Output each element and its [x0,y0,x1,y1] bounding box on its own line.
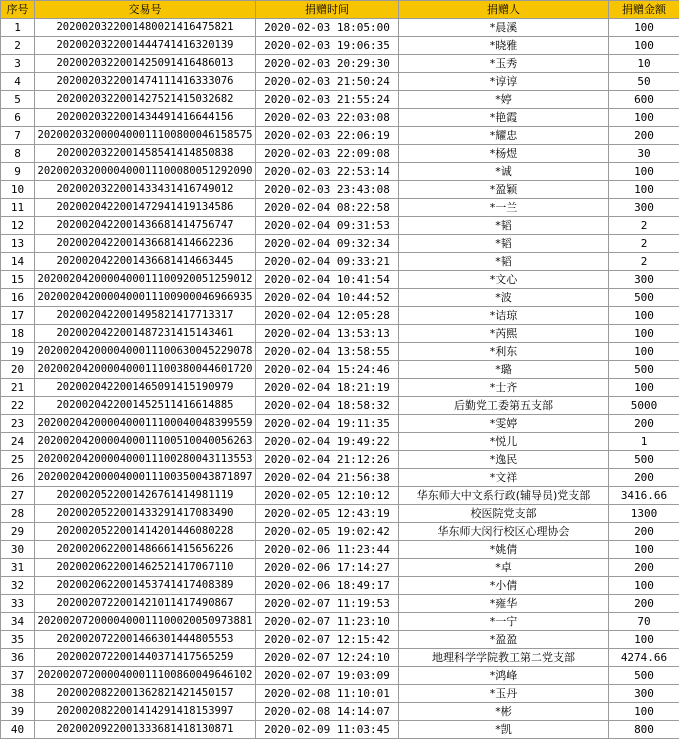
row-index: 17 [1,307,35,325]
donor-name: *逸民 [399,451,609,469]
table-row [1,505,679,523]
transaction-id: 2020020422001487231415143461 [35,325,256,343]
donor-name: 华东师大中文系行政(辅导员)党支部 [399,487,609,505]
donor-name: *诚 [399,163,609,181]
donation-time: 2020-02-05 12:43:19 [256,505,399,523]
transaction-id: 2020020322001444741416320139 [35,37,256,55]
donation-amount: 100 [609,541,679,559]
table-row [1,523,679,541]
transaction-id: 2020020422001472941419134586 [35,199,256,217]
donor-name: *晓雅 [399,37,609,55]
donation-time: 2020-02-07 12:15:42 [256,631,399,649]
row-index: 31 [1,559,35,577]
donor-name: *雍华 [399,595,609,613]
transaction-id: 2020020722001440371417565259 [35,649,256,667]
donation-time: 2020-02-03 21:55:24 [256,91,399,109]
transaction-id: 2020020420000400011100920051259012 [35,271,256,289]
donation-time: 2020-02-07 12:24:10 [256,649,399,667]
donation-time: 2020-02-04 10:41:54 [256,271,399,289]
row-index: 21 [1,379,35,397]
transaction-id: 2020020522001414201446080228 [35,523,256,541]
donor-name: 地理科学学院教工第二党支部 [399,649,609,667]
table-row [1,379,679,397]
donation-time: 2020-02-04 08:22:58 [256,199,399,217]
transaction-id: 2020020422001465091415190979 [35,379,256,397]
transaction-id: 2020020922001333681418130871 [35,721,256,739]
donation-amount: 200 [609,595,679,613]
row-index: 20 [1,361,35,379]
donation-amount: 100 [609,163,679,181]
donation-time: 2020-02-03 22:06:19 [256,127,399,145]
donation-time: 2020-02-07 19:03:09 [256,667,399,685]
donor-name: *玉丹 [399,685,609,703]
donation-time: 2020-02-04 21:56:38 [256,469,399,487]
donor-name: *凯 [399,721,609,739]
table-row [1,217,679,235]
table-row [1,343,679,361]
table-row [1,145,679,163]
donation-amount: 200 [609,523,679,541]
table-row [1,235,679,253]
donor-name: *姚倩 [399,541,609,559]
row-index: 3 [1,55,35,73]
donation-time: 2020-02-06 11:23:44 [256,541,399,559]
donation-time: 2020-02-03 19:06:35 [256,37,399,55]
transaction-id: 2020020322001427521415032682 [35,91,256,109]
donation-time: 2020-02-03 22:09:08 [256,145,399,163]
donation-time: 2020-02-04 09:33:21 [256,253,399,271]
donation-time: 2020-02-05 12:10:12 [256,487,399,505]
row-index: 22 [1,397,35,415]
donor-name: *诘琼 [399,307,609,325]
row-index: 2 [1,37,35,55]
transaction-id: 2020020320000400011100080051292090 [35,163,256,181]
transaction-id: 2020020322001458541414850838 [35,145,256,163]
donation-time: 2020-02-03 18:05:00 [256,19,399,37]
donation-amount: 2 [609,253,679,271]
donor-name: *艳霞 [399,109,609,127]
donor-name: *小倩 [399,577,609,595]
table-row [1,487,679,505]
donor-name: *鸿峰 [399,667,609,685]
transaction-id: 2020020420000400011100900046966935 [35,289,256,307]
transaction-id: 2020020422001436681414756747 [35,217,256,235]
table-row [1,577,679,595]
table-row [1,685,679,703]
row-index: 37 [1,667,35,685]
donation-amount: 100 [609,307,679,325]
donation-amount: 200 [609,415,679,433]
header-row [1,1,679,19]
table-row [1,91,679,109]
row-index: 7 [1,127,35,145]
transaction-id: 2020020422001436681414662236 [35,235,256,253]
table-row [1,595,679,613]
row-index: 32 [1,577,35,595]
transaction-id: 2020020822001362821421450157 [35,685,256,703]
donation-time: 2020-02-03 20:29:30 [256,55,399,73]
transaction-id: 2020020320000400011100800046158575 [35,127,256,145]
table-row [1,469,679,487]
donation-time: 2020-02-07 11:23:10 [256,613,399,631]
donor-name: *韬 [399,235,609,253]
donation-time: 2020-02-03 22:03:08 [256,109,399,127]
row-index: 25 [1,451,35,469]
donation-time: 2020-02-03 23:43:08 [256,181,399,199]
table-row [1,307,679,325]
transaction-id: 2020020420000400011100280043113553 [35,451,256,469]
donation-amount: 600 [609,91,679,109]
transaction-id: 2020020420000400011100040048399559 [35,415,256,433]
table-row [1,433,679,451]
transaction-id: 2020020622001453741417408389 [35,577,256,595]
donation-amount: 1 [609,433,679,451]
table-header [1,1,679,19]
donation-time: 2020-02-06 17:14:27 [256,559,399,577]
table-row [1,73,679,91]
table-row [1,415,679,433]
donation-amount: 500 [609,667,679,685]
donation-time: 2020-02-04 15:24:46 [256,361,399,379]
donation-time: 2020-02-08 14:14:07 [256,703,399,721]
header-index: 序号 [1,1,35,19]
table-row [1,361,679,379]
transaction-id: 2020020322001425091416486013 [35,55,256,73]
row-index: 26 [1,469,35,487]
row-index: 38 [1,685,35,703]
row-index: 30 [1,541,35,559]
transaction-id: 2020020720000400011100860049646102 [35,667,256,685]
donation-amount: 50 [609,73,679,91]
donation-amount: 500 [609,289,679,307]
transaction-id: 2020020522001433291417083490 [35,505,256,523]
table-row [1,289,679,307]
donation-amount: 4274.66 [609,649,679,667]
table-row [1,55,679,73]
transaction-id: 2020020822001414291418153997 [35,703,256,721]
row-index: 14 [1,253,35,271]
transaction-id: 2020020422001436681414663445 [35,253,256,271]
row-index: 10 [1,181,35,199]
donation-time: 2020-02-09 11:03:45 [256,721,399,739]
donor-name: 华东师大闵行校区心理协会 [399,523,609,541]
donation-amount: 100 [609,631,679,649]
header-donor: 捐赠人 [399,1,609,19]
donation-time: 2020-02-05 19:02:42 [256,523,399,541]
donation-amount: 100 [609,19,679,37]
transaction-id: 2020020420000400011100510040056263 [35,433,256,451]
donor-name: *文祥 [399,469,609,487]
row-index: 6 [1,109,35,127]
header-amount: 捐赠金额 [609,1,679,19]
row-index: 13 [1,235,35,253]
donation-amount: 500 [609,361,679,379]
transaction-id: 2020020322001434491416644156 [35,109,256,127]
table-row [1,199,679,217]
donation-time: 2020-02-04 18:21:19 [256,379,399,397]
donation-amount: 100 [609,37,679,55]
donation-time: 2020-02-03 21:50:24 [256,73,399,91]
donation-amount: 1300 [609,505,679,523]
donor-name: 后勤党工委第五支部 [399,397,609,415]
row-index: 11 [1,199,35,217]
donation-amount: 800 [609,721,679,739]
donation-amount: 200 [609,127,679,145]
table-row [1,649,679,667]
donation-amount: 100 [609,703,679,721]
donation-time: 2020-02-06 18:49:17 [256,577,399,595]
donor-name: *璐 [399,361,609,379]
transaction-id: 2020020322001480021416475821 [35,19,256,37]
row-index: 12 [1,217,35,235]
donation-time: 2020-02-04 19:11:35 [256,415,399,433]
row-index: 27 [1,487,35,505]
transaction-id: 2020020420000400011100380044601720 [35,361,256,379]
donor-name: *一兰 [399,199,609,217]
row-index: 33 [1,595,35,613]
row-index: 1 [1,19,35,37]
row-index: 18 [1,325,35,343]
row-index: 8 [1,145,35,163]
row-index: 39 [1,703,35,721]
transaction-id: 2020020522001426761414981119 [35,487,256,505]
donor-name: *一宁 [399,613,609,631]
donation-amount: 100 [609,577,679,595]
table-row [1,37,679,55]
donation-amount: 2 [609,235,679,253]
donation-amount: 30 [609,145,679,163]
donation-time: 2020-02-07 11:19:53 [256,595,399,613]
donation-amount: 70 [609,613,679,631]
table-row [1,631,679,649]
donation-time: 2020-02-03 22:53:14 [256,163,399,181]
donation-amount: 300 [609,685,679,703]
donation-amount: 2 [609,217,679,235]
transaction-id: 2020020422001495821417713317 [35,307,256,325]
donor-name: *文心 [399,271,609,289]
transaction-id: 2020020622001486661415656226 [35,541,256,559]
donation-time: 2020-02-04 10:44:52 [256,289,399,307]
row-index: 28 [1,505,35,523]
donor-name: *韬 [399,217,609,235]
donation-amount: 100 [609,181,679,199]
donation-amount: 300 [609,199,679,217]
donation-amount: 500 [609,451,679,469]
donation-time: 2020-02-04 21:12:26 [256,451,399,469]
table-row [1,703,679,721]
donation-amount: 100 [609,109,679,127]
transaction-id: 2020020420000400011100350043871897 [35,469,256,487]
row-index: 24 [1,433,35,451]
row-index: 15 [1,271,35,289]
donor-name: *耀忠 [399,127,609,145]
row-index: 35 [1,631,35,649]
donation-amount: 100 [609,379,679,397]
row-index: 9 [1,163,35,181]
row-index: 29 [1,523,35,541]
header-donation-time: 捐赠时间 [256,1,399,19]
table-row [1,19,679,37]
row-index: 19 [1,343,35,361]
donation-time: 2020-02-04 09:32:34 [256,235,399,253]
table-row [1,181,679,199]
donor-name: *雯婷 [399,415,609,433]
donation-time: 2020-02-04 09:31:53 [256,217,399,235]
table-body [1,19,679,739]
donation-amount: 200 [609,559,679,577]
row-index: 5 [1,91,35,109]
donation-amount: 5000 [609,397,679,415]
donation-amount: 200 [609,469,679,487]
row-index: 16 [1,289,35,307]
table-row [1,127,679,145]
row-index: 23 [1,415,35,433]
donor-name: *婷 [399,91,609,109]
table-row [1,253,679,271]
donor-name: *利东 [399,343,609,361]
table-row [1,163,679,181]
row-index: 34 [1,613,35,631]
table-row [1,541,679,559]
row-index: 4 [1,73,35,91]
transaction-id: 2020020722001421011417490867 [35,595,256,613]
donation-amount: 3416.66 [609,487,679,505]
donor-name: *晨溪 [399,19,609,37]
table-row [1,559,679,577]
donor-name: *芮熙 [399,325,609,343]
table-row [1,667,679,685]
donor-name: *韬 [399,253,609,271]
donation-amount: 300 [609,271,679,289]
donor-name: *杨煜 [399,145,609,163]
donor-name: *悦儿 [399,433,609,451]
donor-name: *谆谆 [399,73,609,91]
transaction-id: 2020020322001474111416333076 [35,73,256,91]
donor-name: *波 [399,289,609,307]
donor-name: *盈盈 [399,631,609,649]
donor-name: *士齐 [399,379,609,397]
row-index: 36 [1,649,35,667]
transaction-id: 2020020720000400011100020050973881 [35,613,256,631]
donor-name: *彬 [399,703,609,721]
donation-amount: 100 [609,343,679,361]
table-row [1,397,679,415]
donor-name: *盈颖 [399,181,609,199]
table-row [1,271,679,289]
transaction-id: 2020020422001452511416614885 [35,397,256,415]
donation-time: 2020-02-04 19:49:22 [256,433,399,451]
header-transaction-id: 交易号 [35,1,256,19]
donation-time: 2020-02-08 11:10:01 [256,685,399,703]
row-index: 40 [1,721,35,739]
donor-name: *卓 [399,559,609,577]
donor-name: 校医院党支部 [399,505,609,523]
donation-time: 2020-02-04 13:58:55 [256,343,399,361]
transaction-id: 2020020322001433431416749012 [35,181,256,199]
donation-amount: 10 [609,55,679,73]
table-row [1,109,679,127]
table-row [1,325,679,343]
donation-time: 2020-02-04 18:58:32 [256,397,399,415]
table-row [1,613,679,631]
donation-amount: 100 [609,325,679,343]
transaction-id: 2020020722001466301444805553 [35,631,256,649]
donation-time: 2020-02-04 13:53:13 [256,325,399,343]
transaction-id: 2020020420000400011100630045229078 [35,343,256,361]
transaction-id: 2020020622001462521417067110 [35,559,256,577]
donor-name: *玉秀 [399,55,609,73]
donation-time: 2020-02-04 12:05:28 [256,307,399,325]
table-row [1,451,679,469]
